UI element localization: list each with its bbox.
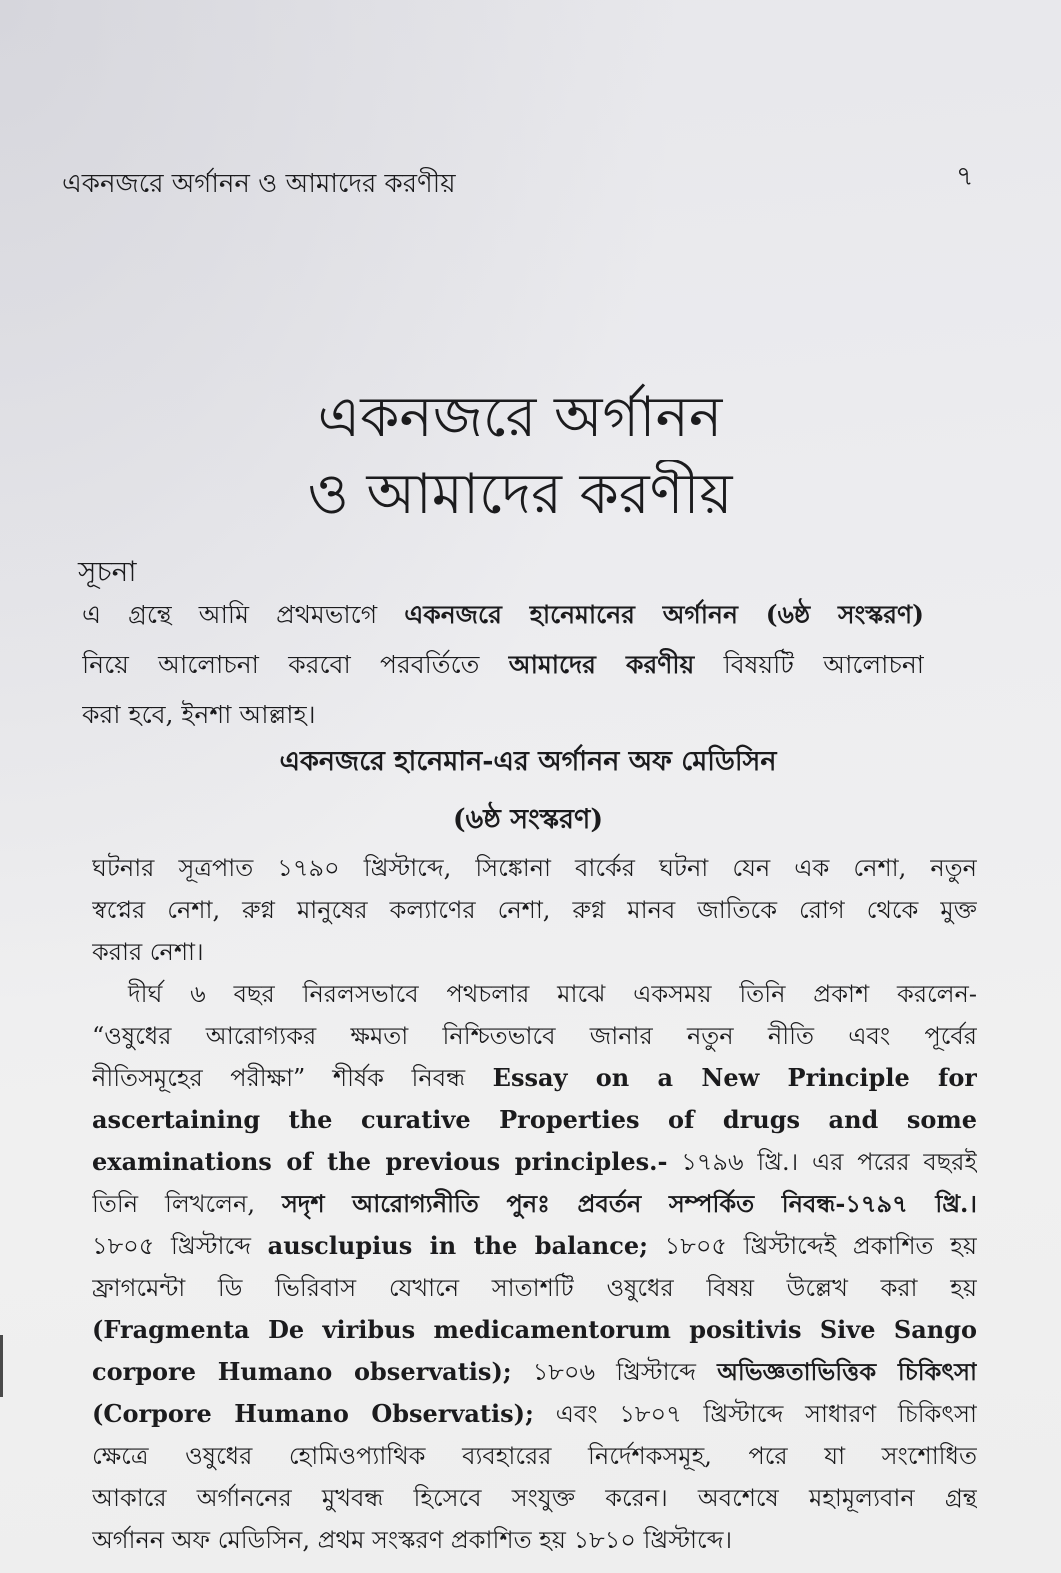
intro-paragraph [82, 590, 924, 740]
bold-text-run: corpore Humano observatis); [92, 1357, 512, 1386]
body-line [92, 973, 977, 1015]
body-line [92, 1477, 977, 1519]
page-number: ৭ [956, 161, 974, 192]
text-run: ক্ষেত্রে ওষুধের হোমিওপ্যাথিক ব্যবহারের নির্দেশকসমূহ, পরে যা সংশোধিত [92, 1442, 977, 1470]
page-binding-edge [0, 1335, 3, 1397]
chapter-title-line-1: একনজরে অর্গানন [317, 385, 723, 450]
body-text [92, 847, 977, 1561]
body-paragraph-2 [92, 973, 977, 1561]
text-run: নীতিসমূহের পরীক্ষা” শীর্ষক নিবন্ধ [92, 1064, 493, 1092]
body-line [92, 889, 977, 931]
bold-text-run: সদৃশ আরোগ্যনীতি পুনঃ প্রবর্তন সম্পর্কিত নিবন্ধ-১৭৯৭ খ্রি.। [281, 1189, 977, 1218]
text-run: করার নেশা। [92, 938, 204, 966]
bold-text-run: অভিজ্ঞতাভিত্তিক চিকিৎসা [717, 1357, 977, 1386]
text-run: দীর্ঘ ৬ বছর নিরলসভাবে পথচলার মাঝে একসময় তিনি প্রকাশ করলেন- [128, 980, 977, 1008]
text-run: বিষয়টি আলোচনা [694, 650, 924, 679]
text-run: নিয়ে আলোচনা করবো পরবর্তিতে [82, 650, 509, 679]
bold-text-run: (Fragmenta De viribus medicamentorum positivis Sive Sango [92, 1315, 977, 1344]
subsection-heading-line-2: (৬ষ্ঠ সংস্করণ) [452, 804, 604, 835]
text-run: করা হবে, ইনশা আল্লাহ। [82, 700, 316, 729]
text-run: অর্গানন অফ মেডিসিন, প্রথম সংস্করণ প্রকাশিত হয় ১৮১০ খ্রিস্টাব্দে। [92, 1526, 733, 1554]
text-run: আকারে অর্গাননের মুখবন্ধ হিসেবে সংযুক্ত করেন। অবশেষে মহামূল্যবান গ্রন্থ [92, 1484, 977, 1512]
text-run: স্বপ্নের নেশা, রুগ্ন মানুষের কল্যাণের নেশা, রুগ্ন মানব জাতিকে রোগ থেকে মুক্ত [92, 896, 977, 924]
body-paragraph-1 [92, 847, 977, 973]
intro-line [82, 690, 924, 740]
bold-text-run: Essay on a New Principle for [492, 1063, 977, 1092]
body-line [92, 1015, 977, 1057]
text-run: ১৮০৫ খ্রিস্টাব্দেই প্রকাশিত হয় [648, 1232, 977, 1260]
body-line [92, 847, 977, 889]
section-heading-intro: সূচনা [78, 555, 137, 588]
body-line [92, 1057, 977, 1099]
text-run: “ওষুধের আরোগ্যকর ক্ষমতা নিশ্চিতভাবে জানার নতুন নীতি এবং পূর্বের [92, 1022, 977, 1050]
text-run: এ গ্রন্থে আমি প্রথমভাগে [82, 600, 405, 629]
body-line [92, 1309, 977, 1351]
body-line [92, 1141, 977, 1183]
bold-text-run: examinations of the previous principles.- [92, 1147, 668, 1176]
body-line [92, 1435, 977, 1477]
intro-line [82, 640, 924, 690]
intro-line [82, 590, 924, 640]
subsection-heading-line-1: একনজরে হানেমান-এর অর্গানন অফ মেডিসিন [279, 746, 777, 777]
text-run: ফ্রাগমেন্টা ডি ভিরিবাস যেখানে সাতাশটি ওষুধের বিষয় উল্লেখ করা হয় [92, 1274, 977, 1302]
text-run: ১৮০৫ খ্রিস্টাব্দে [92, 1232, 268, 1260]
text-run: ১৮০৬ খ্রিস্টাব্দে [511, 1358, 718, 1386]
bold-text-run: একনজরে হানেমানের অর্গানন (৬ষ্ঠ সংস্করণ) [404, 600, 924, 629]
bold-text-run: ausclupius in the balance; [267, 1231, 648, 1260]
body-line [92, 1267, 977, 1309]
bold-text-run: ascertaining the curative Properties of drugs and some [92, 1105, 977, 1134]
running-title: একনজরে অর্গানন ও আমাদের করণীয় [62, 169, 456, 199]
text-run: তিনি লিখলেন, [92, 1190, 282, 1218]
body-line [92, 1183, 977, 1225]
body-line [92, 1225, 977, 1267]
body-line [92, 1351, 977, 1393]
text-run: এবং ১৮০৭ খ্রিস্টাব্দে সাধারণ চিকিৎসা [533, 1400, 977, 1428]
chapter-title-line-2: ও আমাদের করণীয় [307, 462, 733, 527]
bold-text-run: আমাদের করণীয় [508, 650, 695, 679]
text-run: ১৭৯৬ খ্রি.। এর পরের বছরই [667, 1148, 977, 1176]
text-run: ঘটনার সূত্রপাত ১৭৯০ খ্রিস্টাব্দে, সিঙ্কোনা বার্কের ঘটনা যেন এক নেশা, নতুন [92, 854, 977, 882]
body-line [92, 1519, 977, 1561]
bold-text-run: (Corpore Humano Observatis); [92, 1399, 534, 1428]
body-line [92, 1099, 977, 1141]
body-line [92, 931, 977, 973]
body-line [92, 1393, 977, 1435]
